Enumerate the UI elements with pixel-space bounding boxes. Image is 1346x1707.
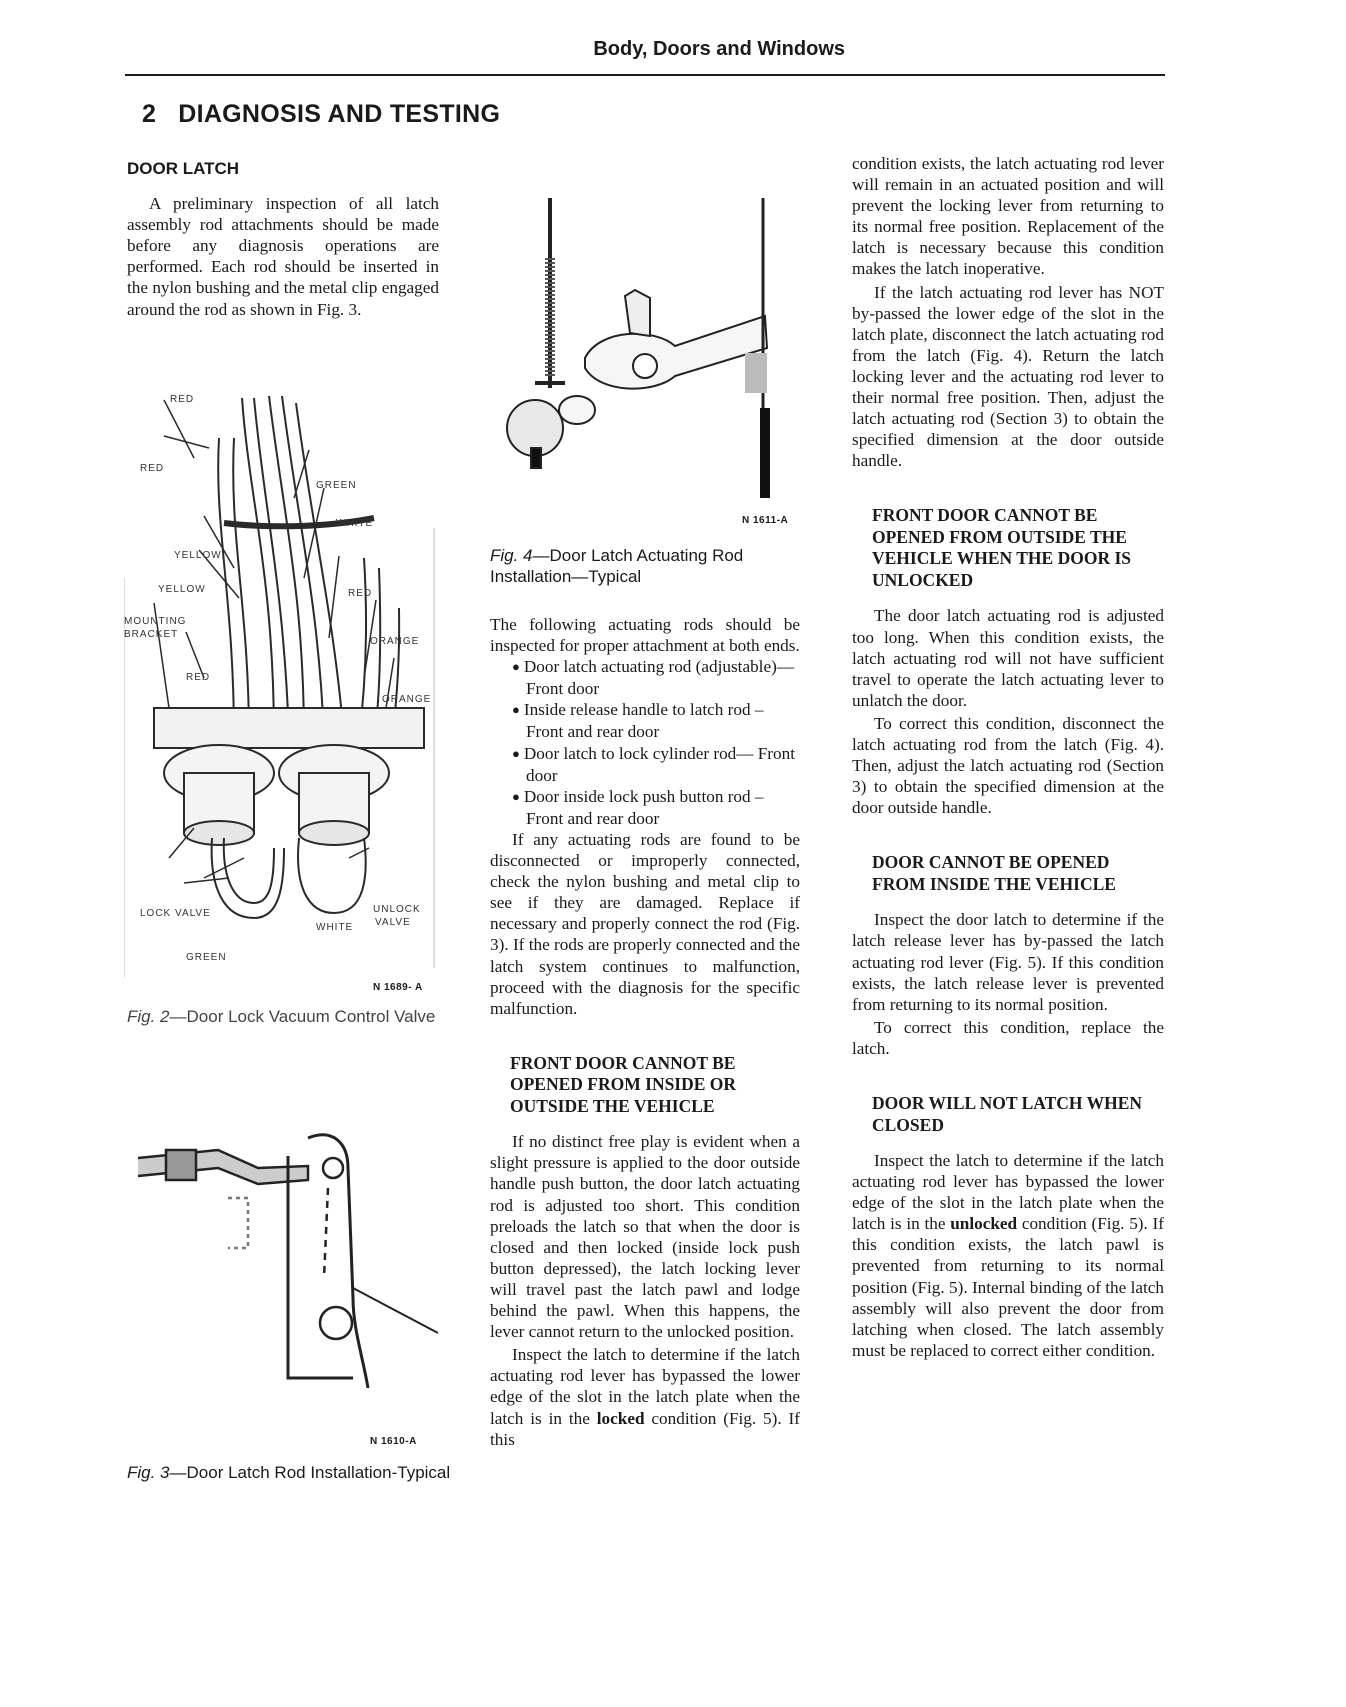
- fig2-label-valve: VALVE: [375, 917, 411, 928]
- fig2-label-orange-1: ORANGE: [370, 636, 420, 647]
- fig2-code: N 1689- A: [373, 982, 423, 993]
- col3-not-bypassed-paragraph: If the latch actuating rod lever has NOT by-passed the lower edge of the slot in the latch plate, disconnect the latch actuating rod from the latch (Fig. 4). Return the latch locking lever and the actuating rod lever to their normal free position. Then, adjust the latch actuating rod (Section 3) to obtain the specified dimension at the door outside handle.: [852, 282, 1164, 471]
- fig4-drawing: [505, 198, 805, 518]
- col3-too-long-paragraph: The door latch actuating rod is adjusted too long. When this condition exists, the latch actuating rod will not have sufficient travel to operate the latch actuating lever to unlatch the door.: [852, 606, 1164, 710]
- fig2-label-yellow-1: YELLOW: [174, 550, 222, 561]
- col3-correct-paragraph: To correct this condition, disconnect the latch actuating rod from the latch (Fig. 4). Then, adjust the latch actuating rod (Section 3) to obtain the specified dimension at the door outside handle.: [852, 713, 1164, 818]
- fig2-label-white-top: WHITE: [336, 518, 374, 529]
- fig2-label-orange-2: ORANGE: [382, 694, 432, 705]
- fig3-code: N 1610-A: [370, 1436, 417, 1447]
- col3-unlocked-bold: unlocked: [950, 1214, 1018, 1234]
- col3-unlocked-paragraph: [852, 1150, 1164, 1361]
- running-head: Body, Doors and Windows: [593, 38, 845, 60]
- column-3: [852, 153, 1164, 1363]
- subhead-inside: DOOR CANNOT BE OPENED FROM INSIDE THE VEHICLE: [872, 852, 1116, 894]
- rod-bullet-4: ● Door inside lock push button rod – Front and rear door: [512, 786, 800, 829]
- fig4-caption-label: Fig. 4: [490, 546, 533, 565]
- header-rule: [125, 74, 1165, 76]
- rod-bullet-3: ● Door latch to lock cylinder rod— Front door: [512, 743, 800, 786]
- fig2-vacuum-valve-illustration: [124, 378, 440, 978]
- rod-bullet-2: ● Inside release handle to latch rod – Front and rear door: [512, 699, 800, 742]
- col3-replace-paragraph: To correct this condition, replace the latch.: [852, 1017, 1164, 1058]
- section-title-text: DIAGNOSIS AND TESTING: [178, 100, 501, 128]
- fig2-caption-title: —Door Lock Vacuum Control Valve: [169, 1007, 436, 1026]
- col3-release-paragraph: Inspect the door latch to determine if the latch release lever has by-passed the latch actuating rod lever (Fig. 5). If this condition exists, the latch release lever is prevented from returning to its normal position.: [852, 910, 1164, 1014]
- door-latch-heading: DOOR LATCH: [127, 159, 240, 178]
- fig2-label-mounting: MOUNTING: [124, 616, 187, 627]
- col2-inspect-bold: locked: [596, 1408, 645, 1428]
- section-number: 2: [142, 100, 157, 128]
- rod-inspection-list: [490, 656, 800, 829]
- fig2-caption-label: Fig. 2: [127, 1007, 170, 1026]
- rod-bullet-1: ● Door latch actuating rod (adjustable)—Front door: [512, 656, 800, 699]
- section-title: [142, 100, 500, 129]
- col3-continue-paragraph: condition exists, the latch actuating rod lever will remain in an actuated position and will prevent the locking lever from returning to its normal free position. Replacement of the latch is necessary because this condition makes the latch inoperative.: [852, 154, 1164, 279]
- col3-unlocked-text-b: condition (Fig. 5). If this condition exists, the latch pawl is prevented from returning to its normal position (Fig. 5). Internal binding of the latch assembly will also prevent the door from latching when closed. The latch assembly must be replaced to correct either condition.: [852, 1214, 1165, 1360]
- col3-unlocked-text-a: Inspect the latch to determine if the latch actuating rod lever has bypassed the lower edge of the slot in the latch plate when the latch is in the: [852, 1151, 1164, 1234]
- col2-intro: The following actuating rods should be inspected for proper attachment at both ends.: [490, 615, 800, 656]
- fig2-label-green-bottom: GREEN: [186, 952, 227, 963]
- fig3-drawing: [138, 1128, 438, 1388]
- fig3-latch-rod-illustration: [138, 1128, 438, 1388]
- fig3-caption-title: —Door Latch Rod Installation-Typical: [169, 1463, 451, 1482]
- col2-disconnected-paragraph: If any actuating rods are found to be disconnected or improperly connected, check the nylon bushing and metal clip to see if they are damaged. Replace if necessary and properly connect the rod (Fig. 3). If the rods are properly connected and the latch system continues to malfunction, proceed with the diagnosis for the specific malfunction.: [490, 829, 800, 1018]
- fig2-label-yellow-2: YELLOW: [158, 584, 206, 595]
- fig2-drawing: [124, 378, 440, 978]
- fig4-code: N 1611-A: [742, 515, 789, 526]
- door-latch-intro: A preliminary inspection of all latch assembly rod attachments should be made before any diagnosis operations are performed. Each rod should be inserted in the nylon bushing and the metal clip engaged around the rod as shown in Fig. 3.: [127, 194, 439, 319]
- fig2-label-white-bottom: WHITE: [316, 922, 354, 933]
- fig2-label-green-top: GREEN: [316, 480, 357, 491]
- subhead-will-not-latch: DOOR WILL NOT LATCH WHEN CLOSED: [872, 1093, 1143, 1135]
- fig2-label-red-top: RED: [170, 394, 195, 405]
- subhead-outside-unlocked: FRONT DOOR CANNOT BE OPENED FROM OUTSIDE THE VEHICLE WHEN THE DOOR IS UNLOCKED: [872, 505, 1132, 590]
- fig4-actuating-rod-illustration: [505, 198, 805, 518]
- column-1: [127, 158, 439, 322]
- col2-inspect-text-a: Inspect the latch to determine if the latch actuating rod lever has bypassed the lower edge of the slot in the latch plate when the latch is in the: [490, 1345, 800, 1428]
- fig2-label-lock-valve: LOCK VALVE: [140, 908, 211, 919]
- fig2-label-red-mid: RED: [186, 672, 211, 683]
- subhead-inside-outside: FRONT DOOR CANNOT BE OPENED FROM INSIDE OR OUTSIDE THE VEHICLE: [510, 1052, 737, 1116]
- fig3-caption: [127, 1462, 457, 1483]
- column-2: [490, 614, 800, 1450]
- col2-inspect-paragraph: [490, 1344, 800, 1449]
- fig4-caption: [490, 545, 790, 587]
- fig2-label-unlock: UNLOCK: [373, 904, 421, 915]
- fig2-label-bracket: BRACKET: [124, 629, 179, 640]
- fig2-label-red-left: RED: [140, 463, 165, 474]
- fig2-label-red-right: RED: [348, 588, 373, 599]
- fig2-caption: [127, 1006, 447, 1027]
- col2-free-play-paragraph: If no distinct free play is evident when a slight pressure is applied to the door outside handle push button, the door latch actuating rod is adjusted too short. This condition preloads the latch so that when the door is closed and then locked (inside lock push button depressed), the latch locking lever will travel past the latch pawl and lodge behind the pawl. When this happens, the lever cannot return to the unlocked position.: [490, 1132, 800, 1342]
- col2-inspect-text-b: condition (Fig. 5). If this: [490, 1408, 801, 1449]
- fig4-caption-title: —Door Latch Actuating Rod Installation—Typical: [490, 546, 744, 586]
- fig3-caption-label: Fig. 3: [127, 1463, 170, 1482]
